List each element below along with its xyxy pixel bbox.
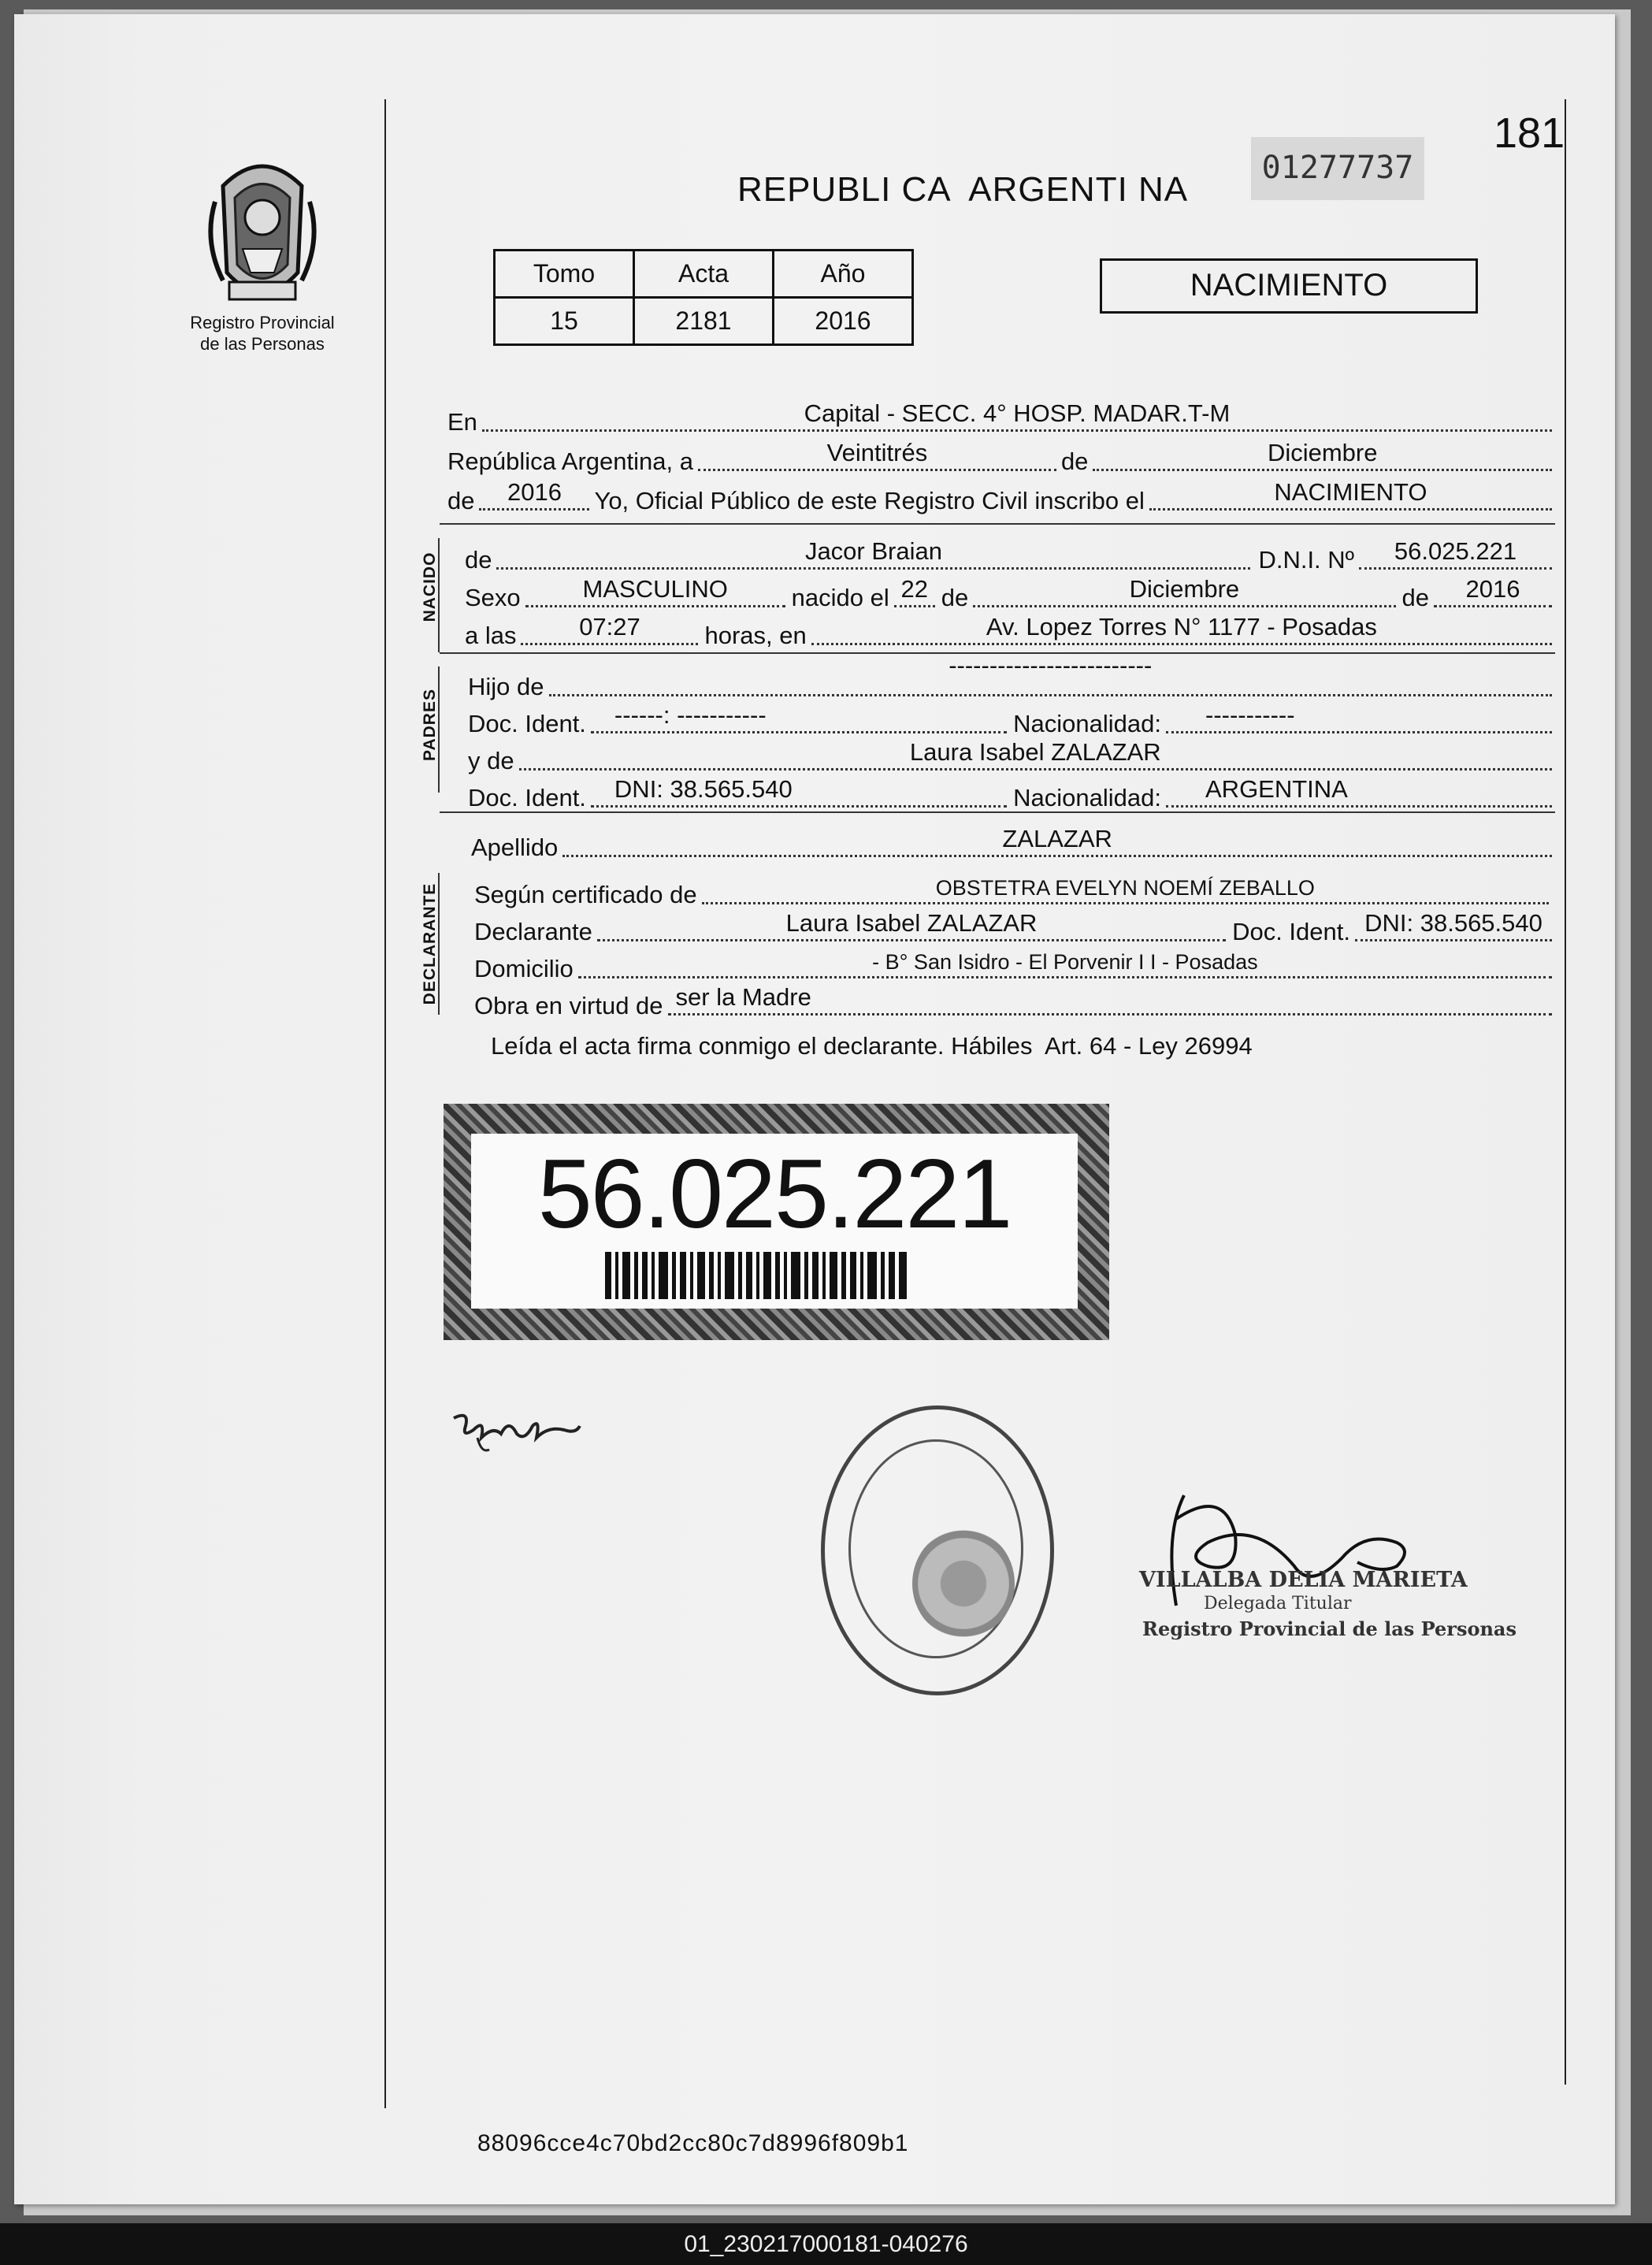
birth-month: Diciembre (1129, 575, 1240, 603)
birth-time: 07:27 (579, 613, 640, 641)
father-doc: ------: ----------- (614, 701, 767, 729)
declarant-signature (446, 1394, 588, 1465)
mother-doc: DNI: 38.565.540 (614, 775, 793, 803)
row-date (447, 440, 1552, 476)
declarante-label: Declarante (474, 918, 592, 945)
official-name: VILLALBA DELIA MARIETA (1139, 1568, 1468, 1592)
apellido-value: ZALAZAR (1002, 825, 1112, 852)
separator-1 (440, 523, 1555, 525)
row-apellido (471, 826, 1552, 862)
barcode-number: 56.025.221 (537, 1140, 1012, 1249)
left-margin-line (384, 99, 386, 2108)
sexo-value: MASCULINO (582, 575, 728, 603)
registry-table (493, 249, 914, 346)
barcode-label (471, 1134, 1078, 1309)
barcode-frame (444, 1104, 1109, 1340)
logo-caption-line-2: de las Personas (200, 334, 325, 354)
nacido-el-label: nacido el (791, 584, 889, 611)
domicilio-label: Domicilio (474, 955, 574, 982)
mother-name: Laura Isabel ZALAZAR (909, 738, 1161, 766)
row-domicilio (474, 947, 1552, 983)
birth-day: 22 (900, 575, 929, 603)
row-mother-doc (468, 776, 1552, 812)
year-de-label: de (447, 487, 475, 514)
birth-year: 2016 (1465, 575, 1520, 603)
declarante-doc-label: Doc. Ident. (1232, 918, 1350, 945)
official-role: Delegada Titular (1204, 1594, 1352, 1613)
official-org: Registro Provincial de las Personas (1142, 1617, 1516, 1640)
row-en (447, 400, 1552, 436)
official-signature (1160, 1487, 1476, 1637)
certificate-type-box: NACIMIENTO (1100, 258, 1478, 314)
domicilio-value: - B° San Isidro - El Porvenir I I - Posadas (872, 950, 1258, 974)
document-hash: 88096cce4c70bd2cc80c7d8996f809b1 (477, 2130, 909, 2156)
row-father-doc (468, 702, 1552, 738)
obra-label: Obra en virtud de (474, 992, 663, 1019)
row-mother (468, 739, 1552, 775)
obra-value: ser la Madre (675, 983, 811, 1011)
ano-value: 2016 (774, 298, 913, 345)
day-word: Veintitrés (826, 439, 928, 466)
padres-section-label: PADRES (421, 689, 439, 761)
dni-label: D.N.I. Nº (1258, 546, 1354, 574)
mother-nationality: ARGENTINA (1205, 775, 1348, 803)
father-nationality: ----------- (1205, 701, 1295, 729)
barcode-bars (605, 1252, 936, 1299)
serial-number: 01277737 (1251, 137, 1424, 200)
child-name: Jacor Braian (804, 537, 942, 565)
hijo-de-label: Hijo de (468, 673, 544, 700)
province-coat-of-arms-icon (199, 154, 325, 320)
page-number: 181 (1494, 110, 1565, 157)
place-of-registration: Capital - SECC. 4° HOSP. MADAR.T-M (804, 399, 1231, 427)
tomo-value: 15 (495, 298, 634, 345)
de-label: de (1060, 447, 1089, 475)
row-year (447, 479, 1552, 515)
cert-label: Según certificado de (474, 881, 697, 908)
separator-3 (440, 811, 1555, 813)
de-label-2: de (941, 584, 969, 611)
apellido-label: Apellido (471, 834, 559, 861)
birth-certificate-sheet (14, 14, 1615, 2204)
right-margin-line (1565, 99, 1566, 2085)
row-name (465, 538, 1552, 574)
birth-place: Av. Lopez Torres N° 1177 - Posadas (986, 613, 1377, 641)
acta-value: 2181 (634, 298, 774, 345)
nacido-section-label: NACIDO (421, 551, 439, 622)
row-father (468, 652, 1552, 701)
declarante-name: Laura Isabel ZALAZAR (785, 909, 1038, 937)
document-title: REPUBLI CA ARGENTI NA (737, 170, 1189, 209)
tomo-header: Tomo (495, 251, 634, 298)
mother-nat-label: Nacionalidad: (1013, 784, 1161, 811)
official-stamp (821, 1405, 1054, 1695)
inscribe-value: NACIMIENTO (1274, 478, 1427, 506)
horas-label: horas, en (704, 622, 807, 649)
declarante-section-label: DECLARANTE (421, 882, 439, 1005)
en-label: En (447, 408, 477, 436)
legal-text: Leída el acta firma conmigo el declarante. Hábiles Art. 64 - Ley 26994 (491, 1032, 1253, 1060)
nacido-de-label: de (465, 546, 492, 574)
child-dni: 56.025.221 (1394, 537, 1517, 565)
a-las-label: a las (465, 622, 517, 649)
logo-caption (176, 312, 349, 355)
row-obra (474, 984, 1552, 1020)
row-sexo (465, 576, 1552, 612)
acta-header: Acta (634, 251, 774, 298)
sexo-label: Sexo (465, 584, 521, 611)
father-doc-label: Doc. Ident. (468, 710, 586, 737)
father-nat-label: Nacionalidad: (1013, 710, 1161, 737)
de-label-3: de (1401, 584, 1429, 611)
cert-value: OBSTETRA EVELYN NOEMÍ ZEBALLO (935, 876, 1315, 900)
y-de-label: y de (468, 747, 514, 774)
month: Diciembre (1267, 439, 1378, 466)
logo-caption-line-1: Registro Provincial (190, 313, 335, 332)
row-declarante (474, 910, 1552, 946)
row-time-place (465, 614, 1552, 650)
footer-file-code: 01_230217000181-040276 (0, 2223, 1652, 2265)
declarante-doc: DNI: 38.565.540 (1364, 909, 1542, 937)
ano-header: Año (774, 251, 913, 298)
row-cert (474, 873, 1549, 909)
oficial-text: Yo, Oficial Público de este Registro Civil inscribo el (594, 487, 1145, 514)
father-name: ------------------------- (949, 652, 1153, 679)
republica-label: República Argentina, a (447, 447, 693, 475)
year: 2016 (507, 478, 562, 506)
mother-doc-label: Doc. Ident. (468, 784, 586, 811)
stamp-seal-icon (912, 1528, 1015, 1639)
